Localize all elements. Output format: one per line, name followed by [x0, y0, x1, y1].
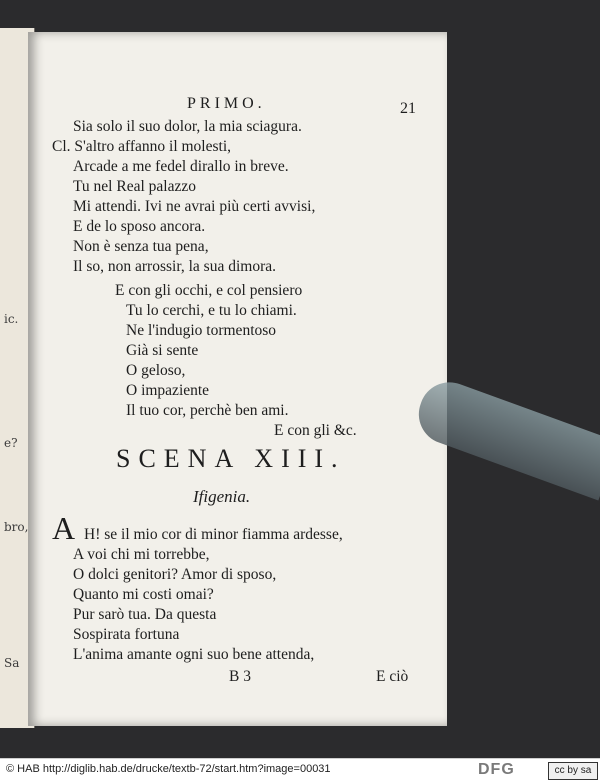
page-number: 21: [400, 100, 416, 117]
verse-line: Mi attendi. Ivi ne avrai più certi avvisi,: [73, 198, 316, 215]
scene-line: O dolci genitori? Amor di sposo,: [73, 566, 277, 583]
left-fragment: bro,: [4, 520, 29, 534]
verse-line: Sia solo il suo dolor, la mia sciagura.: [73, 118, 302, 135]
running-header: PRIMO.: [187, 95, 266, 112]
verse-line: Non è senza tua pena,: [73, 238, 209, 255]
aria-end: E con gli &c.: [274, 422, 357, 439]
aria-line: Già si sente: [126, 342, 199, 359]
left-fragment: ic.: [4, 312, 19, 326]
left-fragment: Sa: [4, 656, 20, 670]
aria-line: E con gli occhi, e col pensiero: [115, 282, 303, 299]
catchword: E ciò: [376, 668, 409, 685]
verse-line: Il so, non arrossir, la sua dimora.: [73, 258, 276, 275]
dfg-logo: DFG: [478, 761, 515, 778]
scene-line: Sospirata fortuna: [73, 626, 180, 643]
verse-line: Arcade a me fedel dirallo in breve.: [73, 158, 289, 175]
character-name: Ifigenia.: [193, 487, 251, 506]
aria-line: O geloso,: [126, 362, 186, 379]
aria-line: Tu lo cerchi, e tu lo chiami.: [126, 302, 297, 319]
verse-line: E de lo sposo ancora.: [73, 218, 206, 235]
scene-line: A voi chi mi torrebbe,: [73, 546, 210, 563]
scene-line: L'anima amante ogni suo bene attenda,: [73, 646, 315, 663]
left-fragment: e?: [4, 436, 18, 450]
drop-cap: A: [52, 510, 76, 546]
scene-line: Quanto mi costi omai?: [73, 586, 214, 603]
source-link[interactable]: © HAB http://diglib.hab.de/drucke/textb-72/start.htm?image=00031: [6, 763, 331, 775]
verse-line: Cl. S'altro affanno il molesti,: [52, 138, 232, 155]
scene-line: Pur sarò tua. Da questa: [73, 606, 217, 623]
license-badge-icon: cc by sa: [548, 762, 598, 780]
aria-line: O impaziente: [126, 382, 210, 399]
scene-title: SCENA XIII.: [116, 444, 346, 473]
signature-mark: B 3: [229, 668, 251, 685]
verse-line: Tu nel Real palazzo: [73, 178, 196, 195]
aria-line: Il tuo cor, perchè ben ami.: [126, 402, 289, 419]
footer-bar: [0, 758, 600, 782]
aria-line: Ne l'indugio tormentoso: [126, 322, 277, 339]
scene-line: H! se il mio cor di minor fiamma ardesse,: [84, 526, 343, 543]
